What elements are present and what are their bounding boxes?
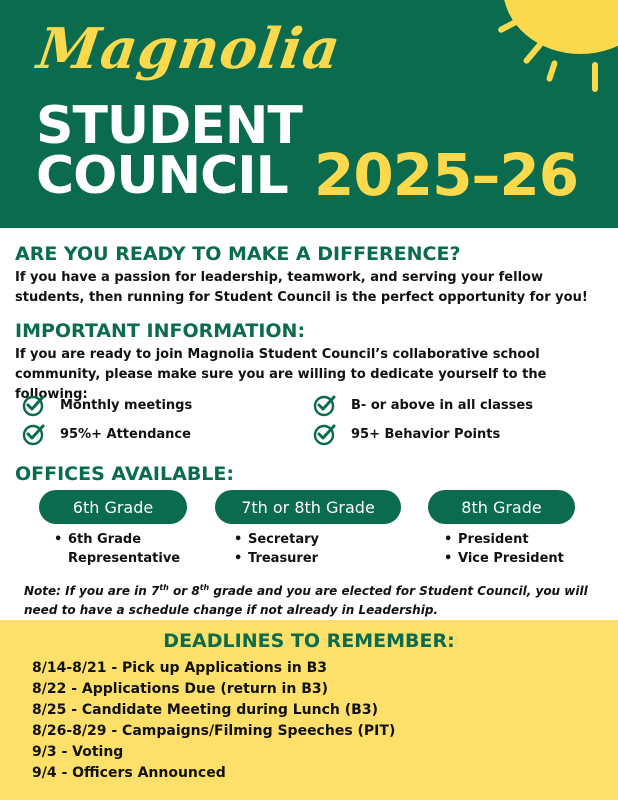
checkmark-circle-icon [22,393,46,417]
note-text: If you are in 7 [60,584,160,598]
title-student: STUDENT [36,96,302,156]
grade-pill-7th-8th: 7th or 8th Grade [215,490,401,524]
info-heading: IMPORTANT INFORMATION: [15,320,306,342]
requirement-item [313,393,533,417]
offices-list-7th-8th [234,530,394,568]
deadline-item: 8/14-8/21 - Pick up Applications in B3 [32,660,328,676]
deadlines-list [32,658,395,784]
office-item: • Secretary [234,530,394,549]
deadlines-section [0,620,618,800]
requirement-label: Monthly meetings [60,397,193,413]
deadline-item: 8/25 - Candidate Meeting during Lunch (B3) [32,702,378,718]
requirement-item [22,422,191,446]
deadlines-heading: DEADLINES TO REMEMBER: [163,630,455,652]
info-text: If you are ready to join Magnolia Student Council’s collaborative school community, please make sure you are willing to dedicate yourself to the following: [15,347,547,402]
sun-ray [592,62,598,92]
office-item: • Treasurer [234,549,394,568]
requirement-label: 95+ Behavior Points [351,426,501,442]
note-sup: th [199,583,210,592]
school-year: 2025–26 [314,141,579,209]
office-item: • Vice President [444,549,604,568]
requirement-label: B- or above in all classes [351,397,533,413]
offices-list-6th [54,530,194,568]
header-banner [0,0,618,228]
intro-heading: ARE YOU READY TO MAKE A DIFFERENCE? [15,243,461,265]
grade-pill-6th: 6th Grade [39,490,187,524]
school-name-script: Magnolia [33,16,345,82]
grade-pill-8th: 8th Grade [428,490,575,524]
note-lead: Note: [24,584,61,598]
deadline-item: 9/3 - Voting [32,744,124,760]
offices-list-8th [444,530,604,568]
requirement-label: 95%+ Attendance [60,426,191,442]
office-item: • 6th Grade Representative [54,530,194,568]
sun-graphic [503,0,618,54]
offices-heading: OFFICES AVAILABLE: [15,463,234,485]
schedule-note [24,578,604,620]
sun-ray [546,60,559,83]
note-text: grade and you are elected for Student Council, you will need to have a schedule change if not already in Leadership. [24,584,588,617]
checkmark-circle-icon [313,422,337,446]
deadline-item: 8/22 - Applications Due (return in B3) [32,681,329,697]
checkmark-circle-icon [22,422,46,446]
note-sup: th [159,583,169,592]
sun-ray [522,41,543,65]
title-council: COUNCIL [36,146,288,206]
deadline-item: 8/26-8/29 - Campaigns/Filming Speeches (PIT) [32,723,396,739]
note-text: or 8 [168,584,200,598]
requirement-item [22,393,192,417]
office-item: • President [444,530,604,549]
intro-text: If you have a passion for leadership, teamwork, and serving your fellow students, then running for Student Council is the perfect opportunity for you! [15,270,588,305]
requirement-item [313,422,500,446]
deadline-item: 9/4 - Officers Announced [32,765,226,781]
checkmark-circle-icon [313,393,337,417]
